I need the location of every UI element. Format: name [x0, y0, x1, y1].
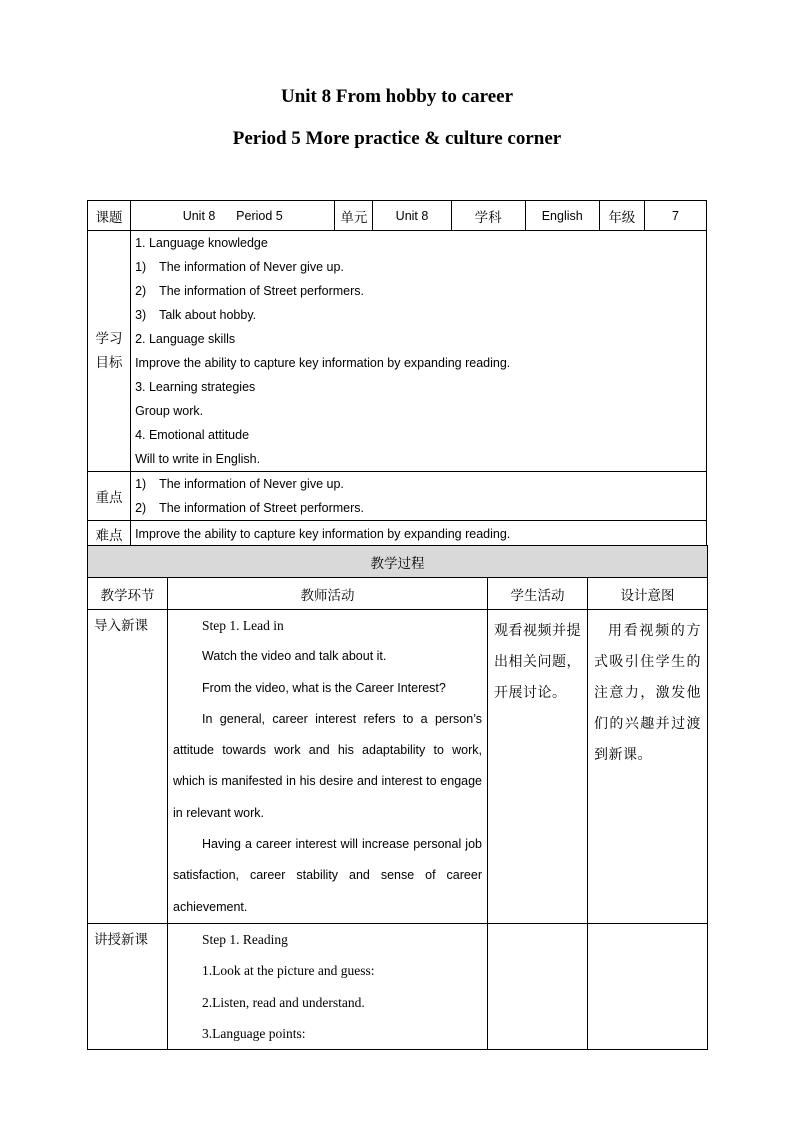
teacher-paragraph: In general, career interest refers to a person’s attitude towards work and his adaptability to work, which is manifested in his desire and interest to engage in relevant work.	[173, 711, 482, 820]
teaching-process-table	[87, 545, 708, 1050]
lesson-info-table	[87, 200, 707, 548]
document-title: Unit 8 From hobby to career	[280, 86, 514, 107]
objectives-row	[88, 231, 707, 472]
list-item	[131, 303, 706, 327]
student-activity-cell	[488, 923, 588, 1049]
list-item	[131, 423, 706, 447]
list-item	[131, 327, 706, 351]
unit-label: 单元	[335, 201, 373, 231]
list-item-text: 4. Emotional attitude	[135, 428, 250, 442]
list-item	[131, 496, 706, 520]
grade-value: 7	[644, 201, 706, 231]
teacher-activity-cell	[168, 610, 488, 924]
teacher-paragraph: Having a career interest will increase personal job satisfaction, career stability and sense of career achievement.	[173, 837, 482, 914]
topic-value: Unit 8 Period 5	[131, 201, 335, 231]
stage-cell: 导入新课	[88, 610, 168, 924]
key-points-row	[88, 472, 707, 521]
list-item-text: The information of Never give up.	[159, 260, 344, 274]
process-columns-row	[88, 578, 708, 610]
process-row-intro	[88, 610, 708, 924]
subject-value: English	[525, 201, 599, 231]
teacher-line: 3.Language points:	[202, 1025, 306, 1041]
list-item-text: Improve the ability to capture key information by expanding reading.	[135, 356, 511, 370]
student-activity-cell: 观看视频并提出相关问题，开展讨论。	[488, 610, 588, 924]
stage-cell: 讲授新课	[88, 923, 168, 1049]
teacher-step: Step 1. Reading	[202, 931, 288, 947]
list-item-number: 3)	[135, 308, 147, 322]
difficult-points-text: Improve the ability to capture key information by expanding reading.	[131, 521, 707, 548]
key-points-cell	[131, 472, 707, 521]
list-item-text: 2. Language skills	[135, 332, 236, 346]
column-teacher: 教师活动	[168, 578, 488, 610]
objectives-list	[131, 231, 706, 471]
list-item	[131, 231, 706, 255]
list-item	[131, 472, 706, 496]
objectives-cell	[131, 231, 707, 472]
list-item-text: The information of Street performers.	[159, 501, 365, 515]
column-intent: 设计意图	[588, 578, 708, 610]
teacher-step: Step 1. Lead in	[202, 618, 284, 633]
teacher-line: Watch the video and talk about it.	[202, 649, 387, 664]
list-item	[131, 375, 706, 399]
list-item-text: Talk about hobby.	[159, 308, 257, 322]
list-item	[131, 279, 706, 303]
teacher-line: From the video, what is the Career Interest?	[202, 680, 446, 695]
teacher-activity-cell	[168, 923, 488, 1049]
list-item-number: 1)	[135, 260, 147, 274]
unit-value: Unit 8	[373, 201, 451, 231]
list-item-text: The information of Street performers.	[159, 284, 365, 298]
list-item	[131, 255, 706, 279]
grade-label: 年级	[599, 201, 644, 231]
difficult-points-row	[88, 521, 707, 548]
list-item	[131, 399, 706, 423]
list-item-text: Will to write in English.	[135, 452, 261, 466]
column-student: 学生活动	[488, 578, 588, 610]
key-points-label: 重点	[88, 472, 131, 521]
difficult-points-label: 难点	[88, 521, 131, 548]
list-item-text: Group work.	[135, 404, 204, 418]
list-item-text: The information of Never give up.	[159, 477, 344, 491]
teacher-line: 1.Look at the picture and guess:	[202, 963, 375, 979]
info-row	[88, 201, 707, 231]
process-row-teach	[88, 923, 708, 1049]
process-header: 教学过程	[88, 546, 708, 578]
subject-label: 学科	[451, 201, 525, 231]
topic-label: 课题	[88, 201, 131, 231]
list-item-number: 1)	[135, 477, 147, 491]
document-subtitle: Period 5 More practice & culture corner	[232, 128, 562, 149]
list-item-number: 2)	[135, 284, 147, 298]
teacher-line: 2.Listen, read and understand.	[202, 994, 365, 1010]
objectives-label-text: 学习目标	[95, 331, 123, 371]
list-item	[131, 351, 706, 375]
list-item-text: 3. Learning strategies	[135, 380, 256, 394]
column-stage: 教学环节	[88, 578, 168, 610]
list-item-number: 2)	[135, 501, 147, 515]
design-intent-cell: 用看视频的方式吸引住学生的注意力，激发他们的兴趣并过渡到新课。	[588, 610, 708, 924]
key-points-list	[131, 472, 706, 520]
list-item-text: 1. Language knowledge	[135, 236, 268, 250]
design-intent-cell	[588, 923, 708, 1049]
process-header-row	[88, 546, 708, 578]
list-item	[131, 447, 706, 471]
objectives-label	[88, 231, 131, 472]
